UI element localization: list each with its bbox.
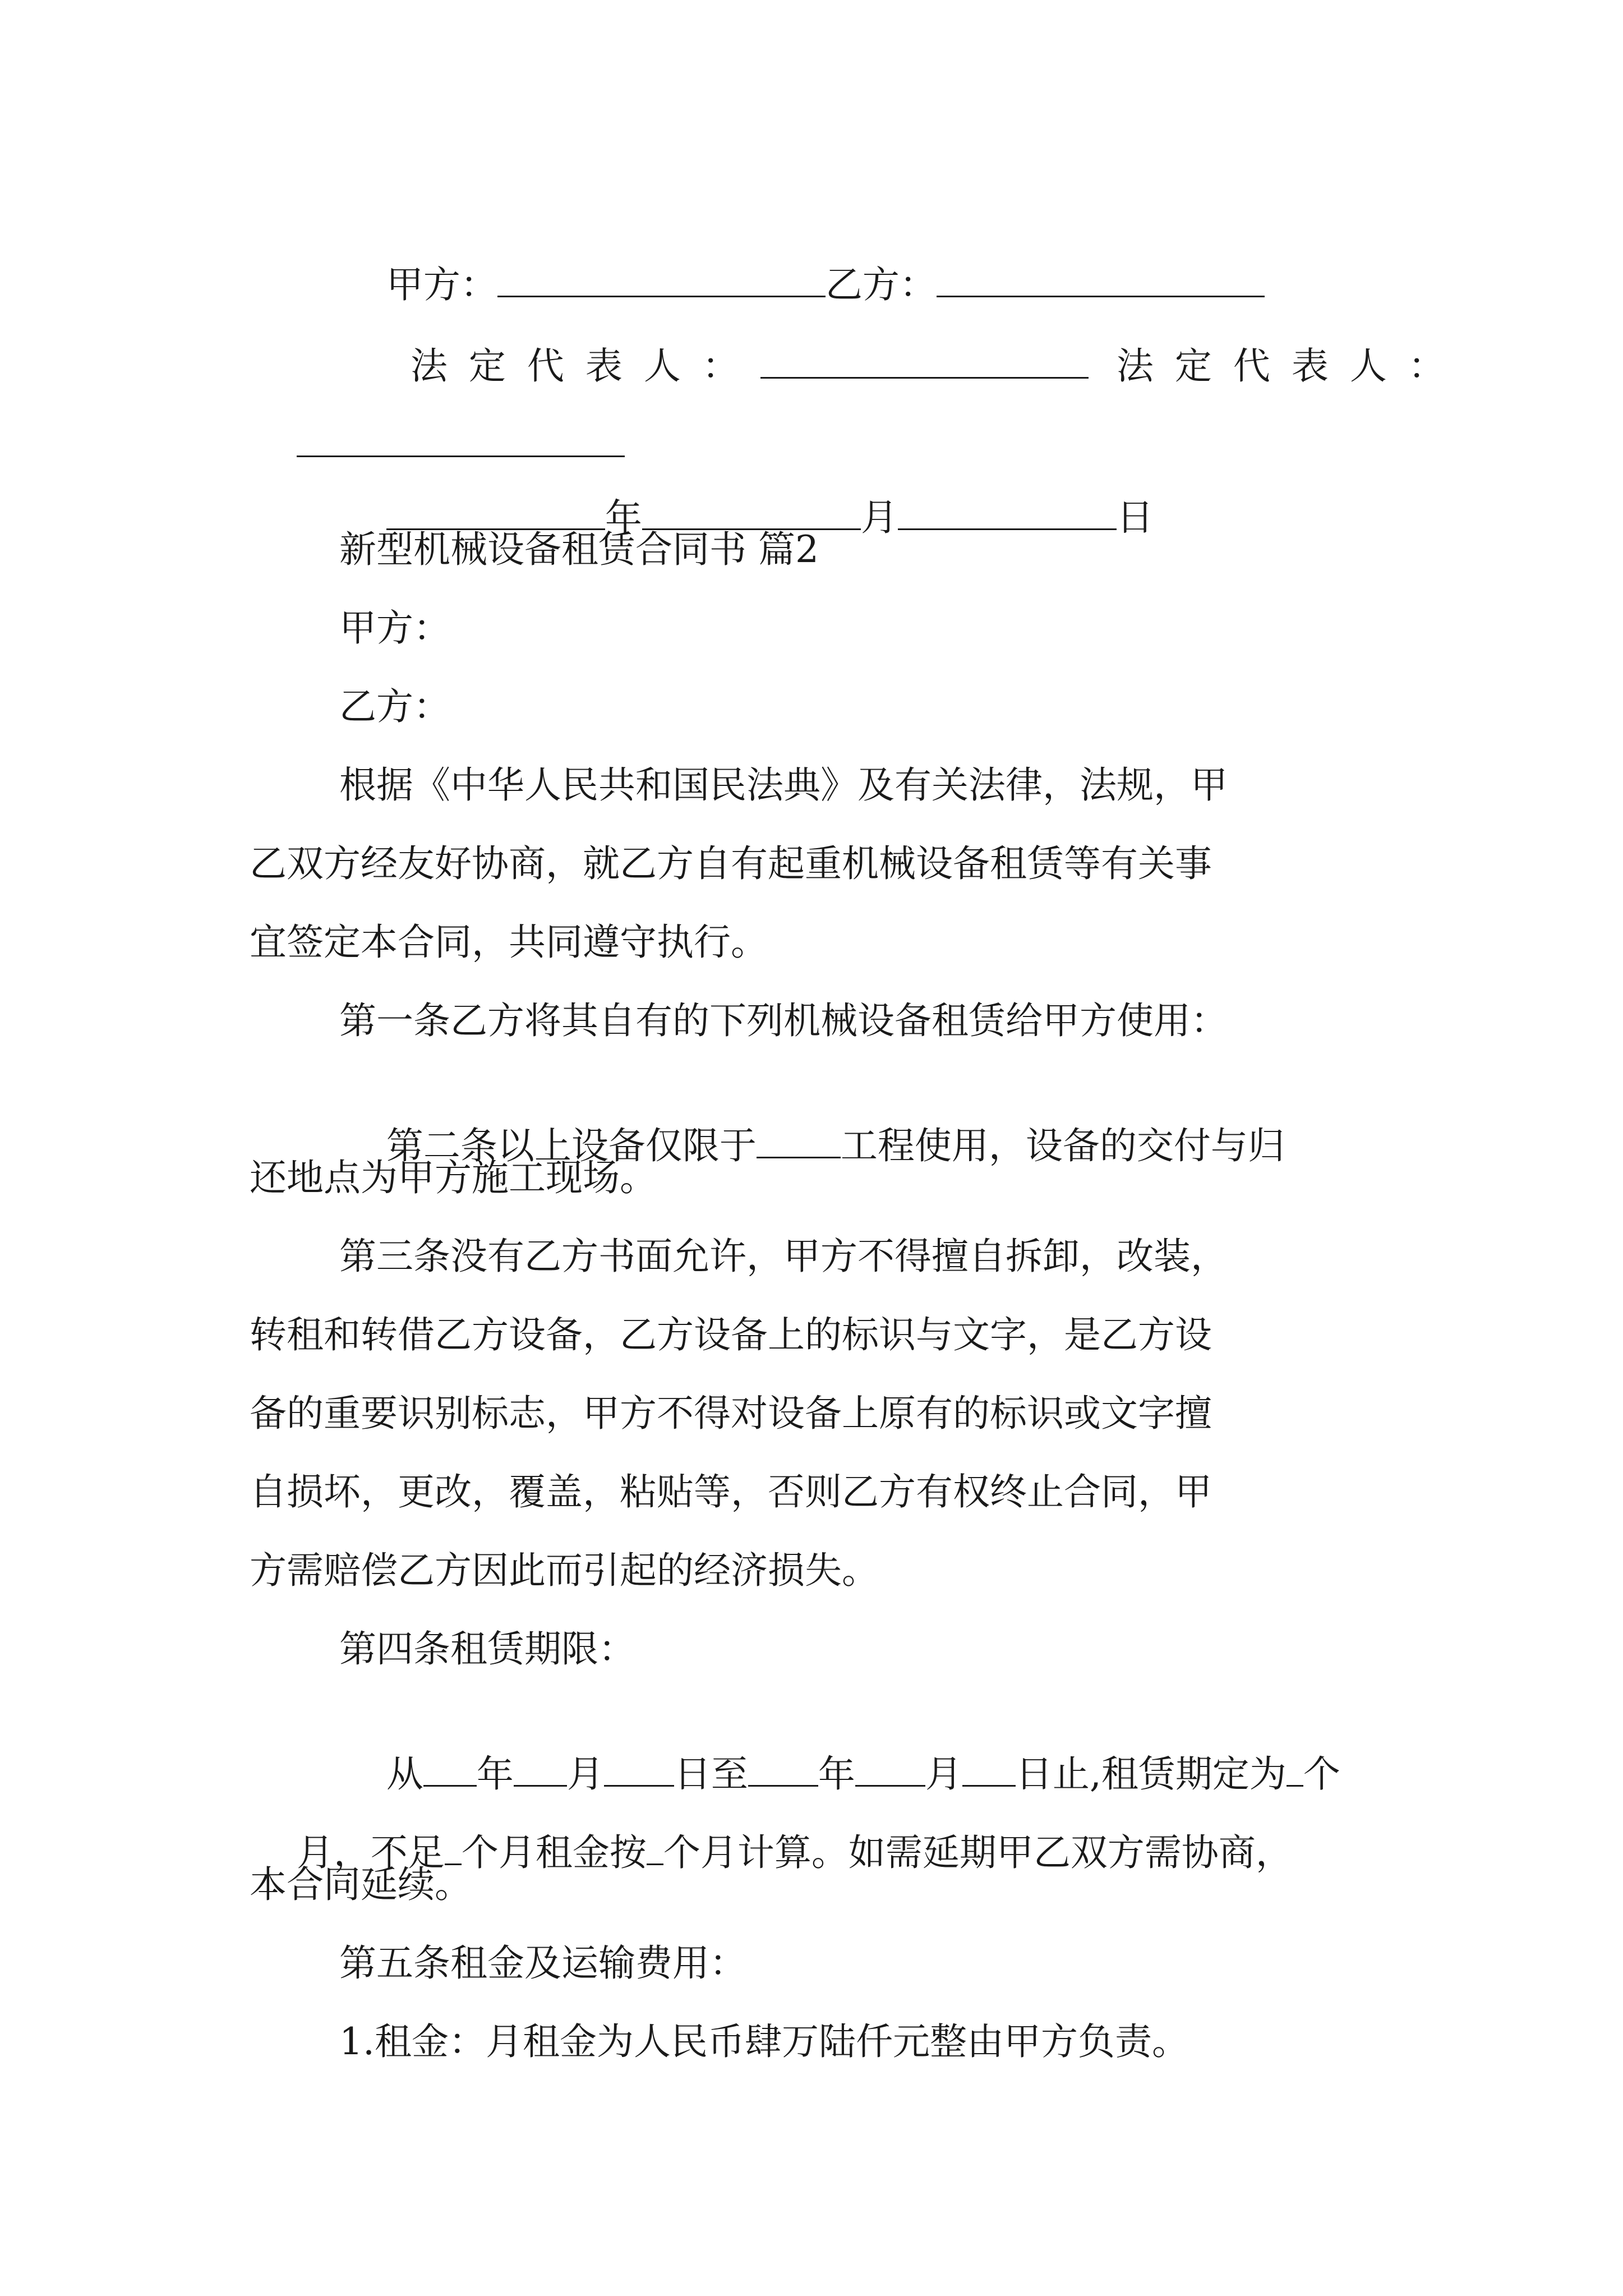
end-day-blank [962, 1750, 1016, 1787]
article-3-line: 备的重要识别标志，甲方不得对设备上原有的标识或文字擅 [250, 1392, 1212, 1435]
article-2-text: 第二条以上设备仅限于 [386, 1124, 757, 1167]
period-text: 日止,租赁期定为 [1015, 1752, 1287, 1796]
year-label: 年 [605, 496, 642, 539]
day-label: 日 [1116, 496, 1154, 539]
article-5-item-1: 1.租金：月租金为人民币肆万陆仟元整由甲方负责。 [339, 2020, 1189, 2063]
intro-line: 根据《中华人民共和国民法典》及有关法律，法规，甲 [339, 763, 1228, 807]
article-4-heading: 第四条租赁期限： [339, 1627, 635, 1671]
period-text: 年 [818, 1752, 855, 1796]
month-label: 月 [860, 496, 898, 539]
article-3-line: 自损坏，更改，覆盖，粘贴等，否则乙方有权终止合同，甲 [250, 1470, 1212, 1513]
day-blank [898, 494, 1117, 530]
party-b-label: 乙方： [825, 263, 937, 306]
start-day-blank [604, 1750, 674, 1787]
end-year-blank [748, 1750, 818, 1787]
start-year-blank [423, 1750, 477, 1787]
period-text: 日至 [674, 1752, 748, 1796]
period-text: 个月计算。如需延期甲乙双方需协商， [663, 1831, 1293, 1874]
intro-line: 乙双方经友好协商，就乙方自有起重机械设备租赁等有关事 [250, 842, 1212, 885]
party-a-heading: 甲方： [339, 606, 450, 650]
article-3-line: 第三条没有乙方书面允许，甲方不得擅自拆卸，改装， [339, 1235, 1228, 1278]
month-blank [642, 494, 861, 530]
period-text: 月，不足 [296, 1831, 445, 1874]
legal-rep-a-blank [760, 342, 1089, 379]
article-5-heading: 第五条租金及运输费用： [339, 1941, 746, 1985]
year-blank [386, 494, 605, 530]
section-title: 新型机械设备租赁合同书 篇2 [339, 528, 819, 571]
legal-rep-a-label: 法定代表人： [410, 344, 760, 388]
party-a-blank [497, 261, 826, 297]
party-b-blank [937, 261, 1265, 297]
party-a-label: 甲方： [386, 263, 497, 306]
article-4-line: 本合同延续。 [250, 1863, 472, 1906]
end-month-blank [855, 1750, 925, 1787]
party-b-heading: 乙方： [339, 685, 450, 728]
project-blank [757, 1122, 841, 1158]
period-text: 个月租金按 [461, 1831, 647, 1874]
article-2-line: 还地点为甲方施工现场。 [250, 1156, 657, 1199]
period-text: 月 [925, 1752, 962, 1796]
start-month-blank [514, 1750, 567, 1787]
article-1: 第一条乙方将其自有的下列机械设备租赁给甲方使用： [339, 999, 1228, 1042]
article-3-line: 方需赔偿乙方因此而引起的经济损失。 [250, 1549, 879, 1592]
period-text: 月 [566, 1752, 604, 1796]
period-text: 个 [1303, 1752, 1340, 1796]
months-blank [1287, 1750, 1303, 1787]
partial-months-blank [445, 1829, 462, 1865]
period-text: 从 [386, 1752, 423, 1796]
article-3-line: 转租和转借乙方设备，乙方设备上的标识与文字，是乙方设 [250, 1313, 1212, 1356]
intro-line: 宜签定本合同，共同遵守执行。 [250, 921, 768, 964]
legal-rep-b-label: 法定代表人： [1116, 344, 1467, 388]
period-text: 年 [476, 1752, 514, 1796]
charge-months-blank [647, 1829, 663, 1865]
article-2-text: 工程使用，设备的交付与归 [840, 1124, 1285, 1167]
